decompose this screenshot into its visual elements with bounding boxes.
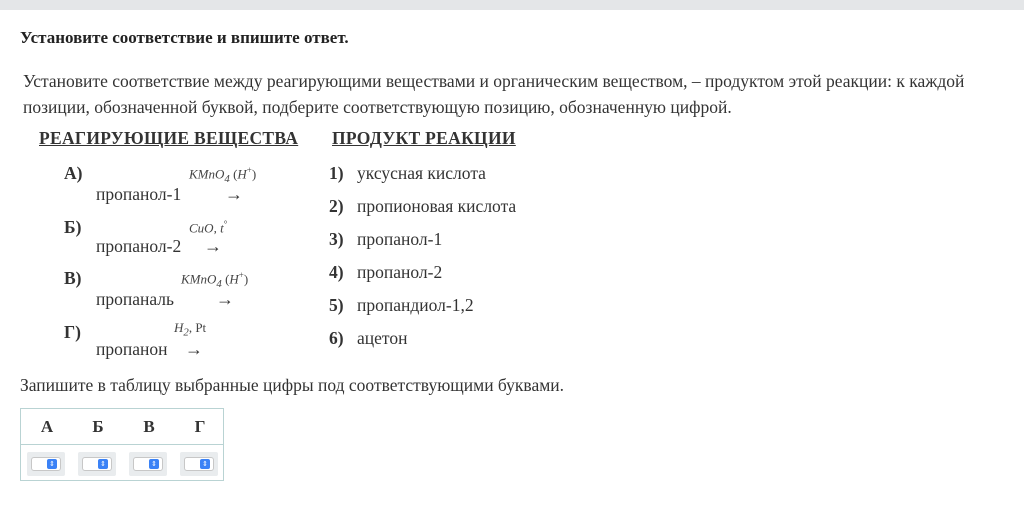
top-bar (0, 0, 1024, 10)
answer-column-v: В (143, 417, 155, 436)
reactant-substance: пропанол-2 (96, 236, 182, 256)
answer-cell-b (78, 452, 116, 476)
reaction-arrow: → (185, 339, 203, 359)
answer-column-b: Б (92, 417, 104, 436)
answer-cell-g (180, 452, 218, 476)
answer-column-a: А (40, 417, 54, 436)
product-name: пропандиол-1,2 (357, 295, 474, 315)
reactant-substance: пропанол-1 (96, 184, 182, 204)
select-arrows-icon: ⇕ (149, 459, 159, 469)
answer-instruction: Запишите в таблицу выбранные цифры под соответствующими буквами. (20, 375, 565, 395)
product-number: 5) (329, 295, 344, 315)
reaction-condition: KMnO$_4$ (H+) (189, 165, 257, 185)
answer-select-v[interactable] (133, 457, 163, 471)
reaction-arrow: → (204, 236, 222, 256)
question-text: Установите соответствие между реагирующими веществами и органическим веществом, – продуктом этой реакции: к каждой позиции, обозначенной буквой, подберите соответствующую позицию, обозначенную цифрой. (23, 71, 965, 117)
answer-select-g[interactable] (184, 457, 214, 471)
product-number: 1) (329, 163, 344, 183)
answer-select-a[interactable] (31, 457, 61, 471)
answer-column-g: Г (194, 417, 206, 436)
product-name: пропанол-1 (357, 229, 443, 249)
reactant-substance: пропанон (96, 339, 168, 359)
reaction-arrow: → (225, 184, 243, 204)
select-arrows-icon: ⇕ (98, 459, 108, 469)
select-arrows-icon: ⇕ (200, 459, 210, 469)
task-title: Установите соответствие и впишите ответ. (20, 28, 349, 47)
answer-cell-a (27, 452, 65, 476)
product-number: 3) (329, 229, 344, 249)
reactants-header: РЕАГИРУЮЩИЕ ВЕЩЕСТВА (39, 128, 299, 148)
product-name: ацетон (357, 328, 408, 348)
answer-table (20, 408, 224, 481)
reaction-condition: $H_2$, Pt (174, 320, 207, 339)
product-number: 4) (329, 262, 344, 282)
product-name: пропанол-2 (357, 262, 443, 282)
reaction-arrow: → (216, 289, 234, 309)
reaction-condition: KMnO$_4$ (H+) (181, 270, 249, 290)
reaction-condition: CuO, t° (189, 219, 228, 236)
answer-cell-v (129, 452, 167, 476)
product-name: уксусная кислота (357, 163, 486, 183)
products-header: ПРОДУКТ РЕАКЦИИ (332, 128, 516, 148)
answer-select-b[interactable] (82, 457, 112, 471)
reactant-letter: А) (64, 163, 83, 183)
reactant-letter: Г) (64, 322, 81, 342)
product-number: 6) (329, 328, 344, 348)
product-name: пропионовая кислота (357, 196, 517, 216)
reactant-substance: пропаналь (96, 289, 174, 309)
reactant-letter: В) (64, 268, 82, 288)
select-arrows-icon: ⇕ (47, 459, 57, 469)
reactant-letter: Б) (64, 217, 82, 237)
product-number: 2) (329, 196, 344, 216)
